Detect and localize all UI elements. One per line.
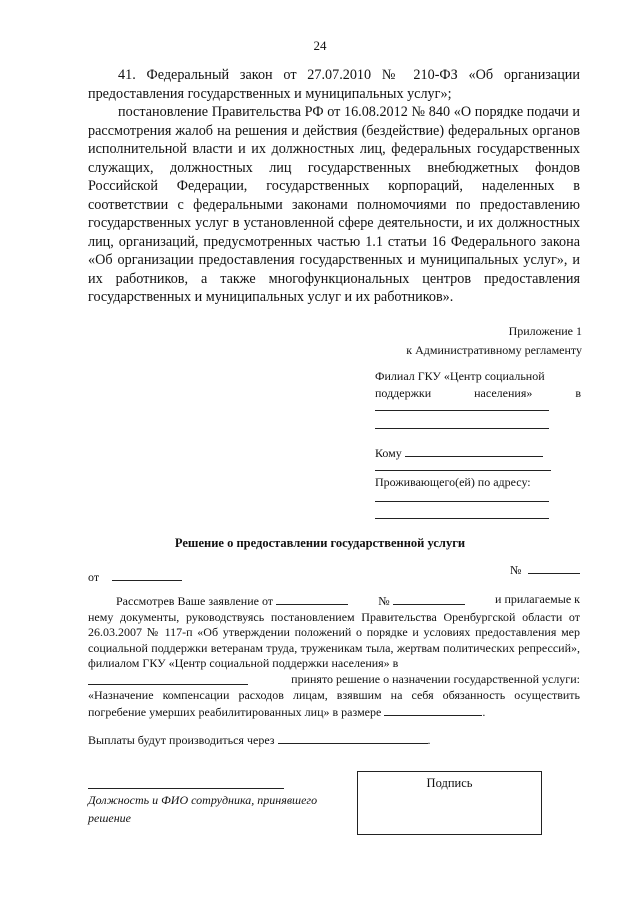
filial-line-1: Филиал ГКУ «Центр социальной: [375, 369, 545, 383]
application-tail: и прилагаемые к: [495, 592, 580, 606]
filial-line-2c: в: [575, 386, 581, 400]
decision-body: [88, 592, 580, 721]
date-label: от: [88, 570, 100, 584]
appendix-header: [406, 322, 582, 360]
application-number-blank: [393, 592, 465, 605]
amount-blank: [384, 703, 482, 716]
filial-line-2b: населения»: [474, 386, 533, 400]
position-caption: Должность и ФИО сотрудника, принявшего решение: [88, 793, 318, 825]
decision-basis: нему документы, руководствуясь постановлением Правительства Оренбургской области от 26.03.2007 № 117-п «Об утверждении положений о порядке и условиях предоставления мер социальной поддержки ветеранам труда, труженикам тыла, жертвам политических репрессий», филиалом ГКУ «Центр социальной поддержки населения» в: [88, 609, 580, 671]
appendix-line-2: к Административному регламенту: [406, 343, 582, 357]
law-resolution-840: [88, 103, 580, 307]
application-num-label: №: [378, 594, 390, 608]
law-item-41-text: 41. Федеральный закон от 27.07.2010 № 210-ФЗ «Об организации предоставления государственных и муниципальных услуг»;: [88, 67, 580, 102]
date-field: [88, 568, 182, 585]
address-field: [375, 474, 581, 491]
address-label: Проживающего(ей) по адресу:: [375, 475, 531, 489]
decision-made-text: принято решение о назначении государственной услуги:: [291, 671, 580, 686]
komu-label: Кому: [375, 446, 402, 460]
service-name-text: «Назначение компенсации расходов лицам, взявшим на себя обязанность осуществить погребение умерших реабилитированных лиц» в размере: [88, 687, 580, 720]
filial-blank-line-1: [375, 410, 549, 411]
decision-place-blank: [88, 672, 248, 685]
recipient-filial: [375, 368, 581, 402]
filial-line-2a: поддержки: [375, 386, 432, 400]
law-item-41: [88, 66, 580, 103]
payments-label: Выплаты будут производиться через: [88, 733, 275, 747]
application-line: [88, 592, 580, 610]
application-date-blank: [276, 592, 348, 605]
decision-title: Решение о предоставлении государственной услуги: [174, 536, 466, 550]
page-number: 24: [313, 38, 327, 53]
position-signature-line: [88, 788, 284, 789]
komu-blank-line-2: [375, 470, 551, 471]
filial-blank-line-2: [375, 428, 549, 429]
number-field: [510, 561, 580, 578]
payments-blank: [278, 731, 428, 744]
address-blank-line-1: [375, 501, 549, 502]
application-lead: Рассмотрев Ваше заявление от: [116, 594, 274, 608]
appendix-line-1: Приложение 1: [508, 324, 582, 338]
filial-line-2: [375, 385, 581, 402]
law-resolution-840-text: постановление Правительства РФ от 16.08.2012 № 840 «О порядке подачи и рассмотрения жалоб на решения и действия (бездействие) федеральных органов исполнительной власти и их должностных лиц, федеральных государственных служащих, должностных лиц государственных внебюджетных фондов Российской Федерации, государственных корпораций, наделенных в соответствии с федеральными законами полномочиями по предоставлению государственных услуг в установленной сфере деятельности, и их должностных лиц, организаций, предусмотренных частью 1.1 статьи 16 Федерального закона «Об организации предоставления государственных и муниципальных услуг», и их работников, а также многофункциональных центров предоставления государственных и муниципальных услуг и их работников».: [88, 104, 580, 305]
payments-line: Выплаты будут производиться через .: [88, 733, 431, 747]
komu-field: [375, 444, 581, 462]
signature-box: [357, 771, 542, 835]
service-name: «Назначение компенсации расходов лицам, взявшим на себя обязанность осуществить погребение умерших реабилитированных лиц» в размере .: [88, 687, 580, 720]
number-label: №: [510, 563, 522, 577]
komu-blank: [405, 444, 543, 457]
decision-made-line: [88, 672, 580, 688]
signature-label: Подпись: [426, 776, 473, 790]
address-blank-line-2: [375, 518, 549, 519]
date-blank: [112, 568, 182, 581]
number-blank: [528, 561, 580, 574]
